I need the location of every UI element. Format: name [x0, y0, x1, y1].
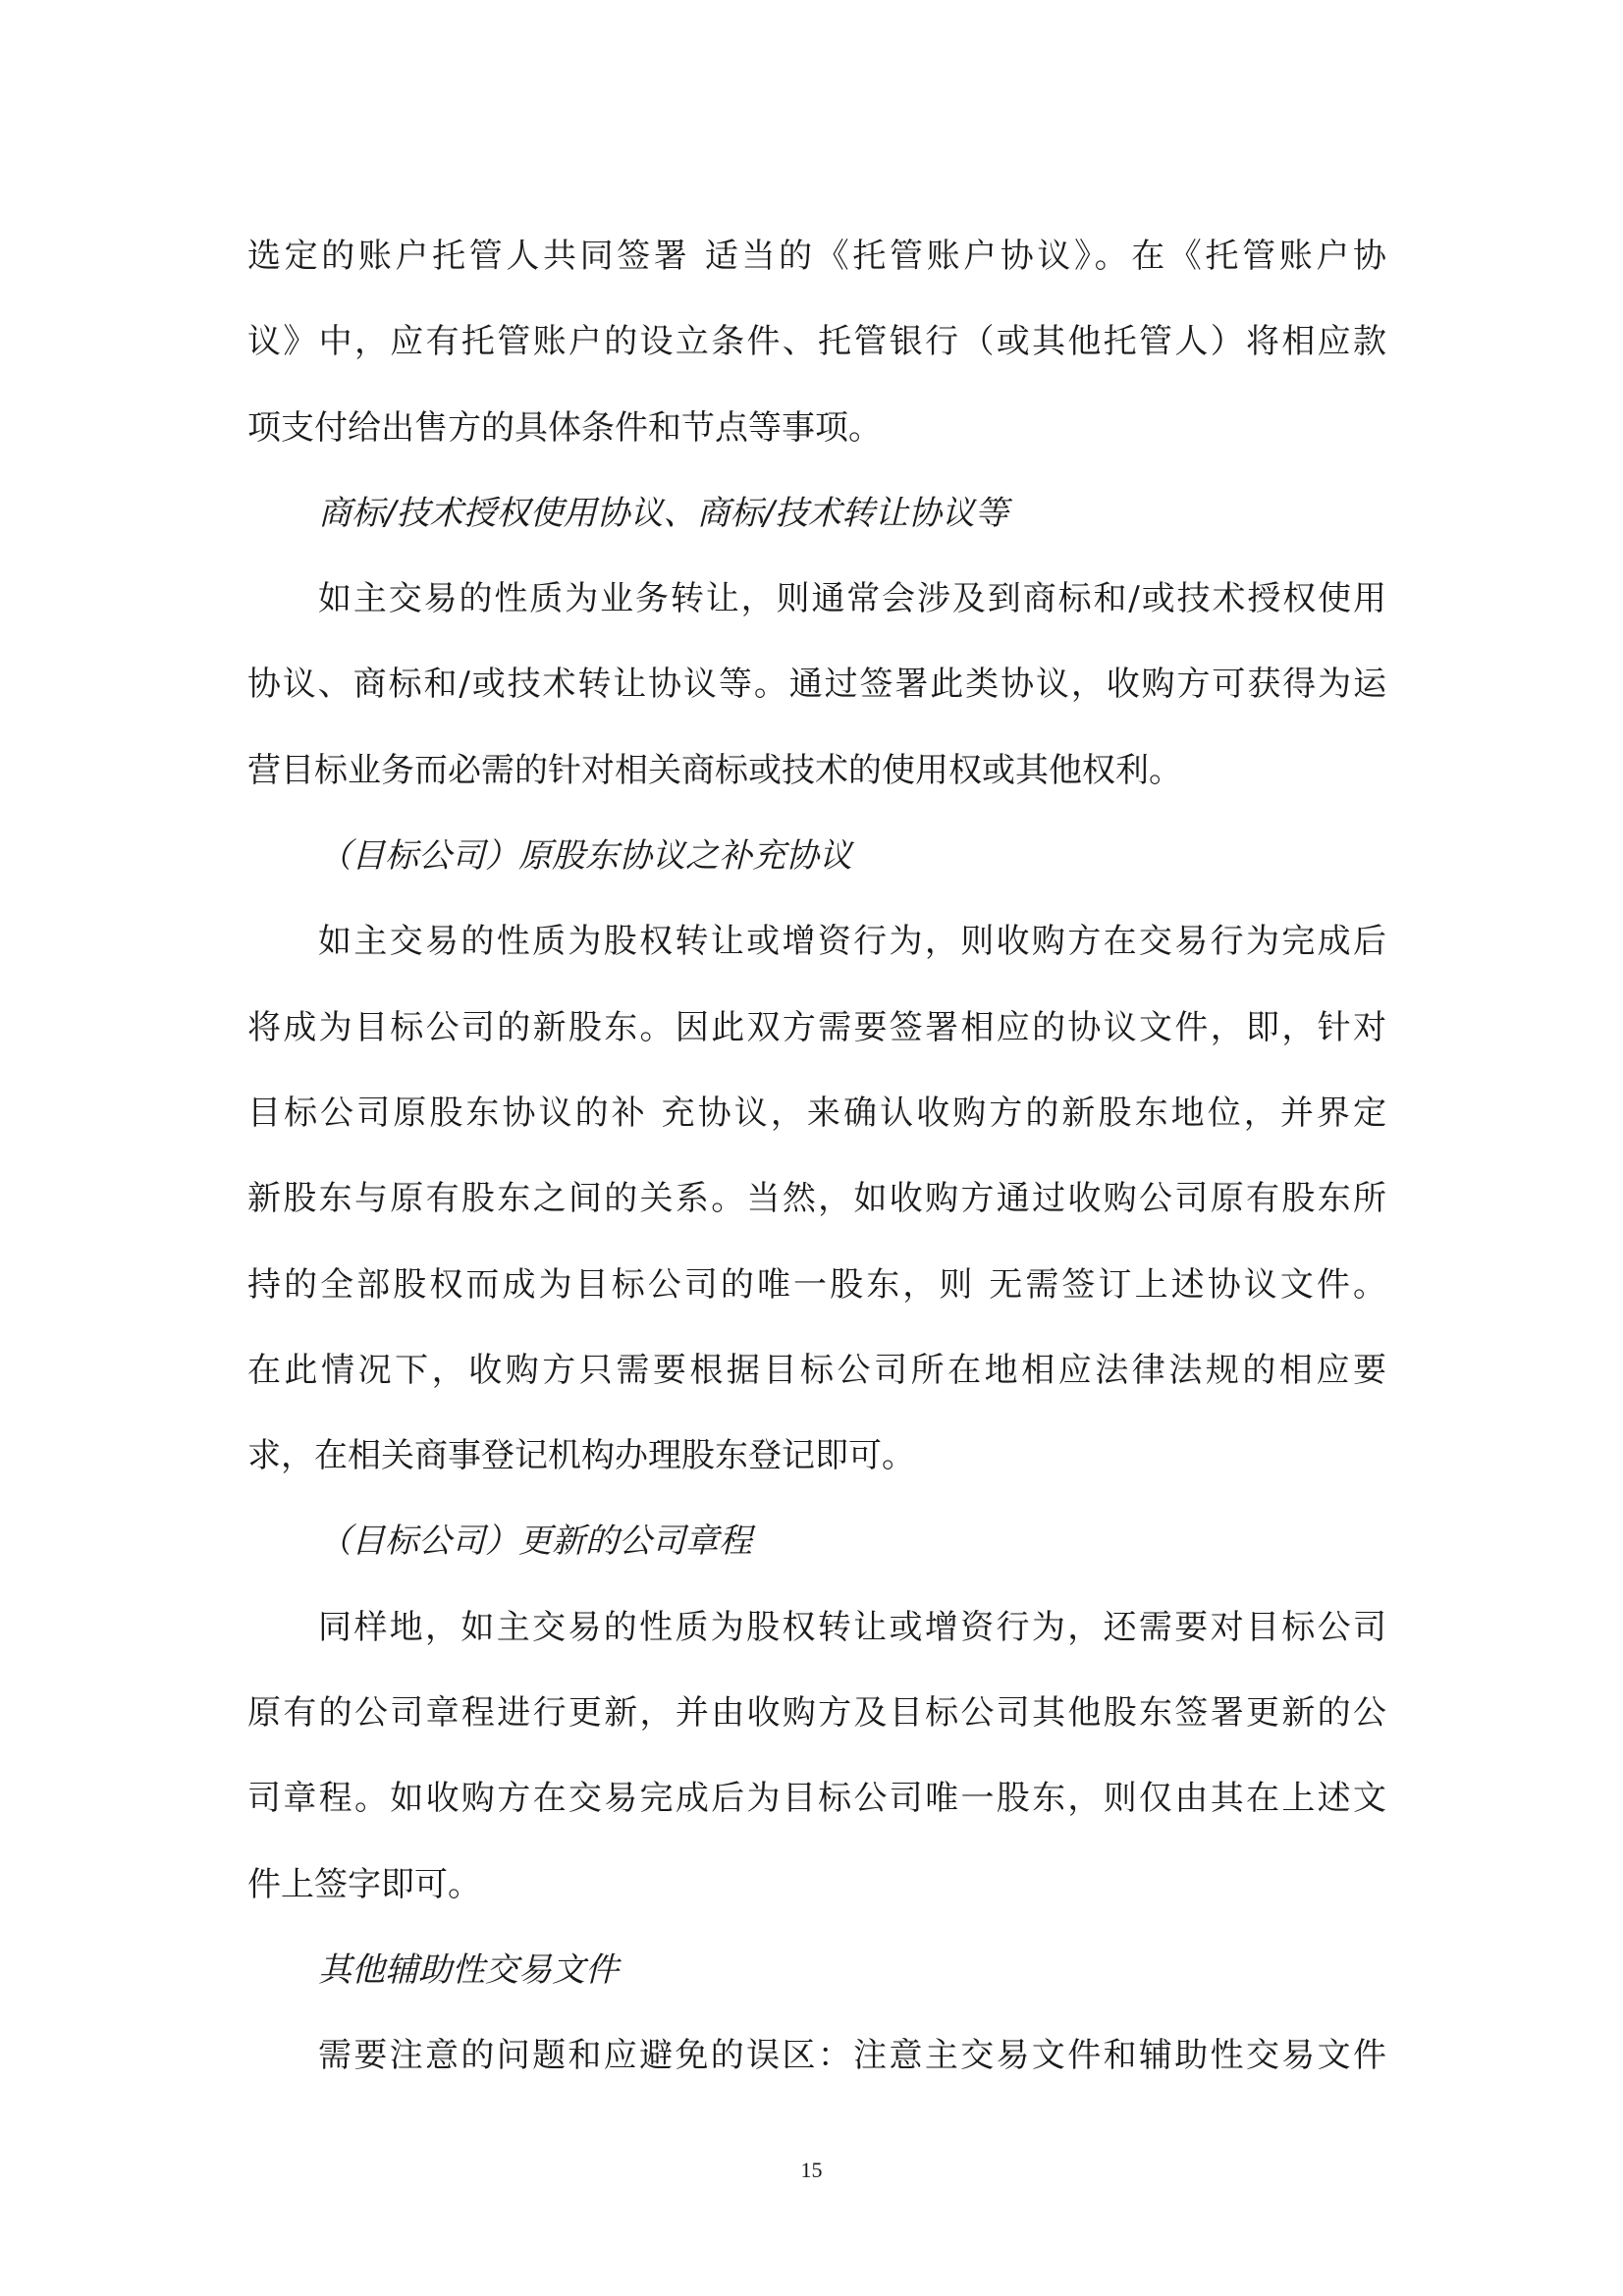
page-number: 15 — [800, 2158, 823, 2182]
section-heading: 其他辅助性交易文件 — [318, 1949, 619, 1990]
text-line: 将成为目标公司的新股东。因此双方需要签署相应的协议文件，即，针对 — [247, 1007, 1386, 1047]
text-line: 选定的账户托管人共同签署 适当的《托管账户协议》。在《托管账户协 — [247, 237, 1386, 276]
body-text — [247, 214, 1386, 2100]
text-line: 件上签字即可。 — [247, 1864, 481, 1904]
section-heading: （目标公司）更新的公司章程 — [318, 1522, 752, 1562]
section-heading: 商标/技术授权使用协议、商标/技术转让协议等 — [318, 493, 1008, 533]
text-line: 议》中，应有托管账户的设立条件、托管银行（或其他托管人）将相应款 — [247, 322, 1386, 362]
text-line: 如主交易的性质为股权转让或增资行为，则收购方在交易行为完成后 — [318, 922, 1386, 962]
text-line: 协议、商标和/或技术转让协议等。通过签署此类协议，收购方可获得为运 — [247, 665, 1386, 705]
text-line: 新股东与原有股东之间的关系。当然，如收购方通过收购公司原有股东所 — [247, 1179, 1386, 1219]
text-line: 求，在相关商事登记机构办理股东登记即可。 — [247, 1436, 915, 1476]
text-line: 同样地，如主交易的性质为股权转让或增资行为，还需要对目标公司 — [318, 1607, 1386, 1647]
text-line: 营目标业务而必需的针对相关商标或技术的使用权或其他权利。 — [247, 750, 1182, 790]
text-line: 原有的公司章程进行更新，并由收购方及目标公司其他股东签署更新的公 — [247, 1693, 1386, 1734]
text-line: 目标公司原股东协议的补 充协议，来确认收购方的新股东地位，并界定 — [247, 1093, 1386, 1133]
text-line: 在此情况下，收购方只需要根据目标公司所在地相应法律法规的相应要 — [247, 1350, 1386, 1390]
section-heading: （目标公司）原股东协议之补充协议 — [318, 836, 852, 877]
text-line: 项支付给出售方的具体条件和节点等事项。 — [247, 407, 882, 448]
text-line: 持的全部股权而成为目标公司的唯一股东，则 无需签订上述协议文件。 — [247, 1264, 1386, 1305]
text-line: 司章程。如收购方在交易完成后为目标公司唯一股东，则仅由其在上述文 — [247, 1779, 1386, 1819]
text-line: 如主交易的性质为业务转让，则通常会涉及到商标和/或技术授权使用 — [318, 579, 1386, 619]
text-line: 需要注意的问题和应避免的误区：注意主交易文件和辅助性交易文件 — [318, 2036, 1386, 2076]
